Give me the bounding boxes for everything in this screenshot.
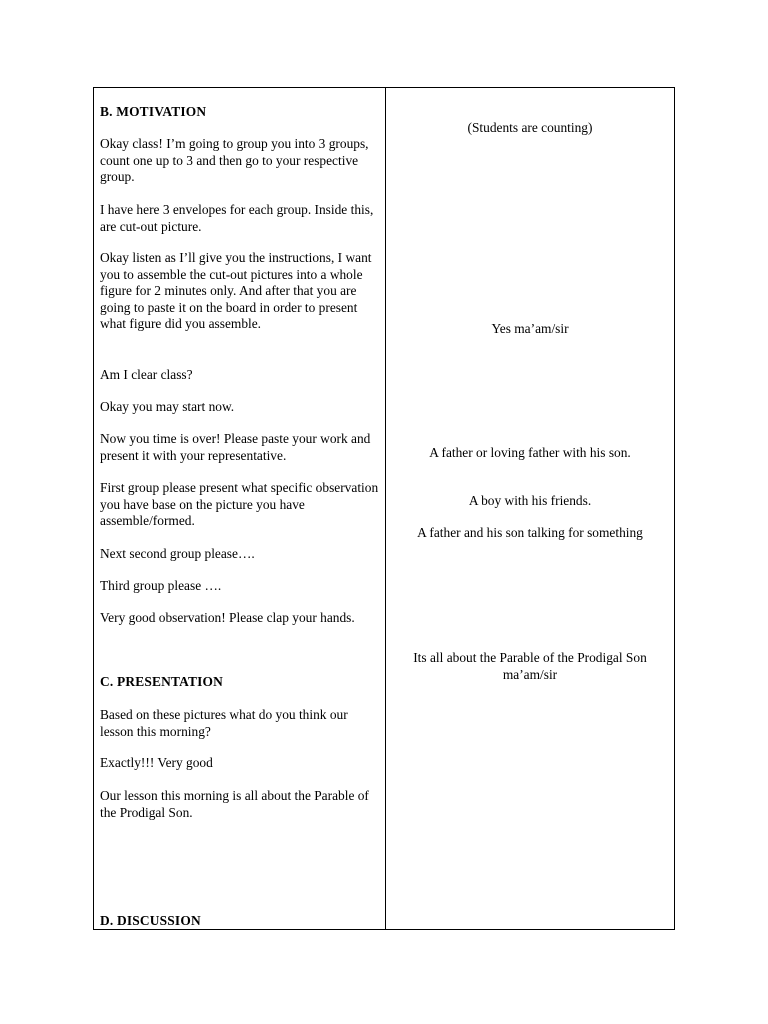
student-response: Yes ma’am/sir — [491, 321, 569, 336]
paragraph: Now you time is over! Please paste your work and present it with your representative. — [100, 431, 371, 463]
paragraph: Very good observation! Please clap your hands. — [100, 610, 355, 625]
student-response: A father or loving father with his son. — [429, 445, 631, 460]
student-response: A boy with his friends. — [468, 493, 592, 508]
paragraph: Our lesson this morning is all about the Parable of the Prodigal Son. — [100, 788, 369, 820]
paragraph: Third group please …. — [100, 578, 222, 593]
paragraph: Next second group please…. — [100, 546, 255, 561]
motivation-heading: B. MOTIVATION — [100, 104, 207, 119]
student-response: A father and his son talking for something — [417, 525, 643, 540]
student-activity-cell — [386, 88, 674, 929]
presentation-heading: C. PRESENTATION — [100, 674, 224, 689]
paragraph: Okay listen as I’ll give you the instructions, I want you to assemble the cut-out pictures into a whole figure for 2 minutes only. And after that you are going to paste it on the board in order to present what figure did you assemble. — [100, 250, 372, 331]
teacher-activity-cell — [94, 88, 385, 929]
paragraph: Am I clear class? — [100, 367, 193, 382]
paragraph: Based on these pictures what do you think our lesson this morning? — [100, 707, 348, 739]
student-response: (Students are counting) — [467, 120, 593, 135]
student-response: Its all about the Parable of the Prodigal Son ma’am/sir — [413, 650, 647, 682]
paragraph: Okay you may start now. — [100, 399, 235, 414]
paragraph: Okay class! I’m going to group you into 3 groups, count one up to 3 and then go to your respective group. — [100, 136, 369, 184]
discussion-heading: D. DISCUSSION — [100, 913, 201, 928]
paragraph: First group please present what specific observation you have base on the picture you have assemble/formed. — [100, 480, 379, 528]
paragraph: Exactly!!! Very good — [100, 755, 213, 770]
paragraph: I have here 3 envelopes for each group. Inside this, are cut-out picture. — [100, 202, 374, 234]
lesson-plan-table — [93, 87, 675, 930]
